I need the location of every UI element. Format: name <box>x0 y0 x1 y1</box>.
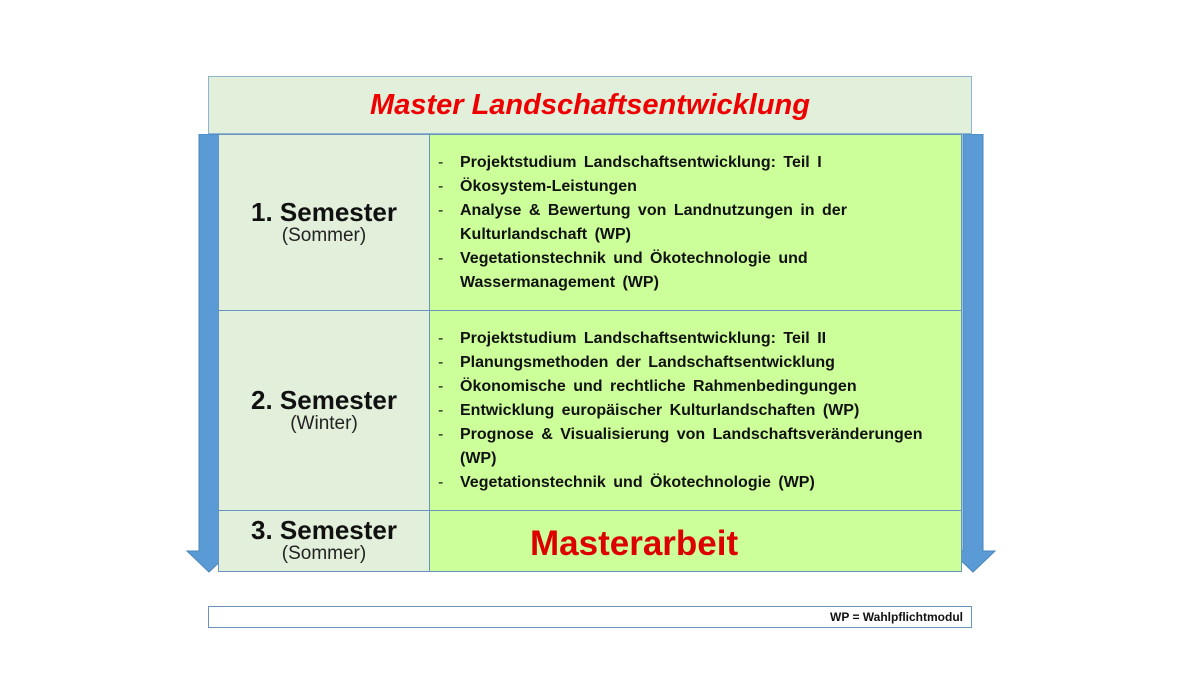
list-marker: - <box>438 330 444 347</box>
module-list-cell <box>430 135 961 310</box>
legend-box <box>208 606 972 628</box>
list-marker: - <box>438 154 444 171</box>
list-marker: - <box>438 474 444 491</box>
semester-name: 1. Semester <box>251 196 397 227</box>
list-marker: - <box>438 354 444 371</box>
module-list <box>438 151 951 295</box>
module-item: - Entwicklung europäischer Kulturlandschaften (WP) <box>438 399 951 423</box>
semester-season: (Sommer) <box>281 224 367 246</box>
thesis-cell <box>430 511 961 571</box>
semester-row-1 <box>219 135 961 310</box>
semester-label-cell <box>219 311 430 510</box>
module-item: - Analyse & Bewertung von Landnutzungen in der Kulturlandschaft (WP) <box>438 199 951 247</box>
legend-text: WP = Wahlpflichtmodul <box>830 610 963 624</box>
semester-label-cell <box>219 511 430 571</box>
module-item: - Vegetationstechnik und Ökotechnologie (WP) <box>438 471 951 495</box>
semester-label-cell <box>219 135 430 310</box>
list-marker: - <box>438 178 444 195</box>
module-item: - Ökosystem-Leistungen <box>438 175 951 199</box>
semester-row-2 <box>219 310 961 510</box>
semester-season: (Winter) <box>290 412 358 434</box>
module-list-cell <box>430 311 961 510</box>
semester-season: (Sommer) <box>281 543 367 564</box>
module-item: - Projektstudium Landschaftsentwicklung: Teil I <box>438 151 951 175</box>
title-box <box>208 76 972 134</box>
semester-grid <box>218 134 962 572</box>
module-item: - Planungsmethoden der Landschaftsentwicklung <box>438 351 951 375</box>
semester-row-3 <box>219 510 961 571</box>
semester-name: 2. Semester <box>251 384 397 415</box>
page-title: Master Landschaftsentwicklung <box>370 88 810 121</box>
module-item: - Ökonomische und rechtliche Rahmenbedingungen <box>438 375 951 399</box>
list-marker: - <box>438 202 444 219</box>
list-marker: - <box>438 402 444 419</box>
semester-name: 3. Semester <box>251 515 397 545</box>
module-item: - Vegetationstechnik und Ökotechnologie und Wassermanagement (WP) <box>438 247 951 295</box>
thesis-label: Masterarbeit <box>530 524 739 563</box>
list-marker: - <box>438 250 444 267</box>
list-marker: - <box>438 426 444 443</box>
module-list <box>438 327 951 495</box>
module-item: - Projektstudium Landschaftsentwicklung: Teil II <box>438 327 951 351</box>
list-marker: - <box>438 378 444 395</box>
module-item: - Prognose & Visualisierung von Landschaftsveränderungen (WP) <box>438 423 951 471</box>
